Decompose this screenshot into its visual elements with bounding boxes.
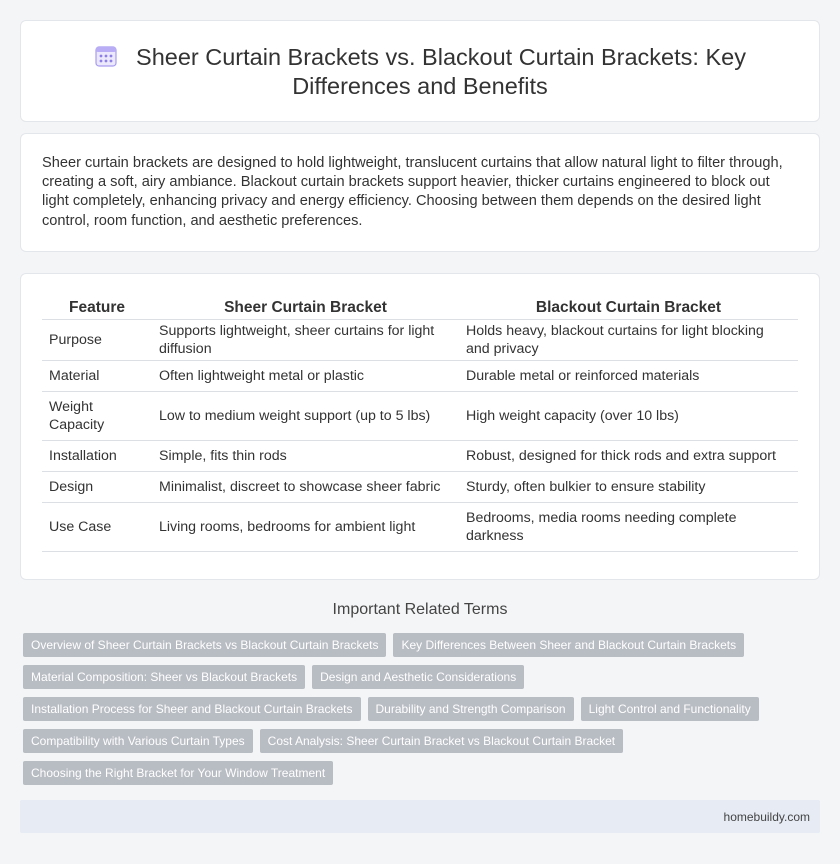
related-term-tag[interactable]: Choosing the Right Bracket for Your Window Treatment [23,761,333,785]
comparison-card [20,273,820,580]
header-card [20,20,820,122]
row-sheer: Often lightweight metal or plastic [152,360,459,391]
related-term-tag[interactable]: Durability and Strength Comparison [368,697,574,721]
related-terms-list [23,633,823,785]
row-sheer: Living rooms, bedrooms for ambient light [152,502,459,551]
related-term-tag[interactable]: Installation Process for Sheer and Blackout Curtain Brackets [23,697,361,721]
header-sheer: Sheer Curtain Bracket [152,297,459,319]
row-blackout: High weight capacity (over 10 lbs) [459,391,798,440]
row-sheer: Minimalist, discreet to showcase sheer fabric [152,471,459,502]
header-blackout: Blackout Curtain Bracket [459,297,798,319]
row-blackout: Bedrooms, media rooms needing complete darkness [459,502,798,551]
row-feature: Weight Capacity [42,391,152,440]
header-feature: Feature [42,297,152,319]
row-blackout: Robust, designed for thick rods and extra support [459,440,798,471]
table-row [42,440,798,471]
row-blackout: Durable metal or reinforced materials [459,360,798,391]
table-header-row [42,297,798,319]
related-terms-title: Important Related Terms [332,601,508,618]
related-term-tag[interactable]: Key Differences Between Sheer and Blackout Curtain Brackets [393,633,744,657]
table-row [42,360,798,391]
row-sheer: Simple, fits thin rods [152,440,459,471]
intro-paragraph: Sheer curtain brackets are designed to hold lightweight, translucent curtains that allow natural light to filter through, creating a soft, airy ambiance. Blackout curtain brackets support heavier, thicker curtains engineered to block out light completely, enhancing privacy and energy efficiency. Choosing between them depends on the desired light control, room function, and aesthetic preferences. [42,155,783,229]
related-term-tag[interactable]: Compatibility with Various Curtain Types [23,729,253,753]
calendar-grid-icon [94,44,118,68]
table-row [42,319,798,360]
related-term-tag[interactable]: Design and Aesthetic Considerations [312,665,524,689]
row-feature: Material [42,360,152,391]
related-term-tag[interactable]: Material Composition: Sheer vs Blackout Brackets [23,665,305,689]
intro-card [20,133,820,252]
row-sheer: Low to medium weight support (up to 5 lbs) [152,391,459,440]
page-title: Sheer Curtain Brackets vs. Blackout Curtain Brackets: Key Differences and Benefits [136,44,746,99]
table-row [42,502,798,551]
footer-site-name[interactable]: homebuildy.com [723,810,810,824]
row-blackout: Holds heavy, blackout curtains for light blocking and privacy [459,319,798,360]
table-row [42,471,798,502]
row-blackout: Sturdy, often bulkier to ensure stability [459,471,798,502]
page-title-wrap [81,43,759,101]
table-row [42,391,798,440]
comparison-table [42,297,798,552]
row-feature: Purpose [42,319,152,360]
row-feature: Installation [42,440,152,471]
footer-bar [20,800,820,833]
related-term-tag[interactable]: Cost Analysis: Sheer Curtain Bracket vs Blackout Curtain Bracket [260,729,623,753]
row-feature: Design [42,471,152,502]
related-term-tag[interactable]: Overview of Sheer Curtain Brackets vs Blackout Curtain Brackets [23,633,386,657]
row-feature: Use Case [42,502,152,551]
related-term-tag[interactable]: Light Control and Functionality [581,697,759,721]
row-sheer: Supports lightweight, sheer curtains for light diffusion [152,319,459,360]
